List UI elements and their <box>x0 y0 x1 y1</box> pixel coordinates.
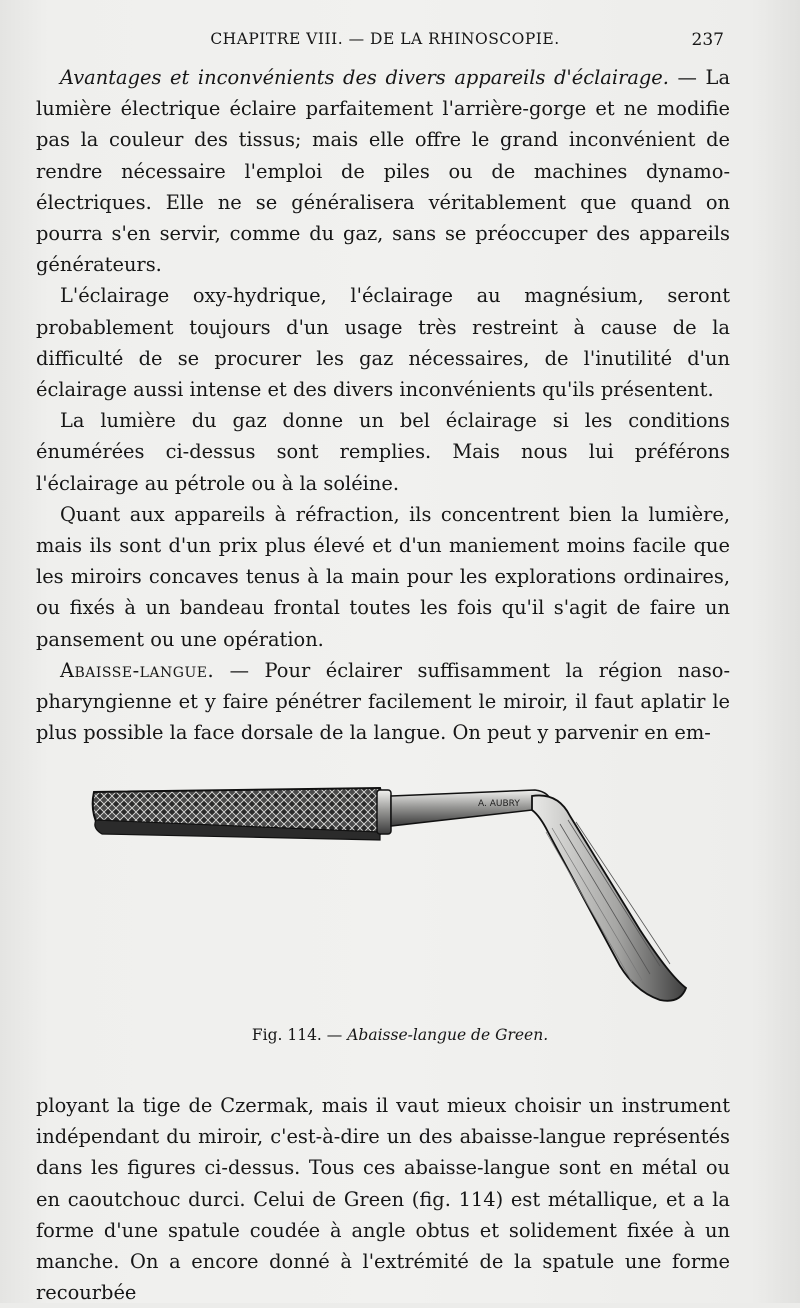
lower-text <box>36 1090 730 1308</box>
figure-114 <box>80 760 720 1020</box>
paragraph-lead-italic: Avantages et inconvénients des divers appareils d'éclairage. <box>60 66 669 89</box>
caption-title: Abaisse-langue de Green. <box>347 1026 549 1044</box>
running-header: CHAPITRE VIII. — DE LA RHINOSCOPIE. <box>210 30 560 48</box>
paragraph-lighting-pros-cons <box>36 62 730 280</box>
maker-mark: A. AUBRY <box>478 799 520 809</box>
figure-caption <box>150 1026 650 1044</box>
upper-text <box>36 62 730 748</box>
paragraph-body: — Pour éclairer suffisamment la région naso-pharyngienne et y faire pénétrer facilement le miroir, il faut aplatir le plus possible la face dorsale de la langue. On peut y parvenir en em- <box>36 658 730 745</box>
paragraph-oxyhydric: L'éclairage oxy-hydrique, l'éclairage au magnésium, seront probablement toujours d'un usage très restreint à cause de la difficulté de se procurer les gaz nécessaires, de l'inutilité d'un éclairage aussi intense et des divers inconvénients qu'ils présentent. <box>36 284 730 402</box>
paragraph-continuation: ployant la tige de Czermak, mais il vaut mieux choisir un instrument indépendant du miroir, c'est-à-dire un des abaisse-langue représentés dans les figures ci-dessus. Tous ces abaisse-langue sont en métal ou en caoutchouc durci. Celui de Green (fig. 114) est métallique, et a la forme d'une spatule coudée à angle obtus et solidement fixée à un manche. On a encore donné à l'extrémité de la spatule une forme recourbée <box>36 1094 730 1305</box>
page-number: 237 <box>691 30 724 50</box>
caption-number: Fig. 114. — <box>251 1026 343 1044</box>
paragraph-gas-light: La lumière du gaz donne un bel éclairage si les conditions énumérées ci-dessus sont remplies. Mais nous lui préférons l'éclairage au pétrole ou à la soléine. <box>36 409 730 495</box>
paragraph-body: — La lumière électrique éclaire parfaitement l'arrière-gorge et ne modifie pas la couleur des tissus; mais elle offre le grand inconvénient de rendre nécessaire l'emploi de piles ou de machines dynamo-électriques. Elle ne se généralisera véritablement que quand on pourra s'en servir, comme du gaz, sans se préoccuper des appareils générateurs. <box>36 66 730 277</box>
section-lead-smallcaps: Abaisse-langue. <box>60 658 215 682</box>
tongue-depressor-engraving-icon <box>80 760 720 1020</box>
paragraph-tongue-depressor <box>36 655 730 749</box>
paragraph-refraction: Quant aux appareils à réfraction, ils concentrent bien la lumière, mais ils sont d'un prix plus élevé et d'un maniement moins facile que les miroirs concaves tenus à la main pour les explorations ordinaires, ou fixés à un bandeau frontal toutes les fois qu'il s'agit de faire un pansement ou une opération. <box>36 502 730 651</box>
